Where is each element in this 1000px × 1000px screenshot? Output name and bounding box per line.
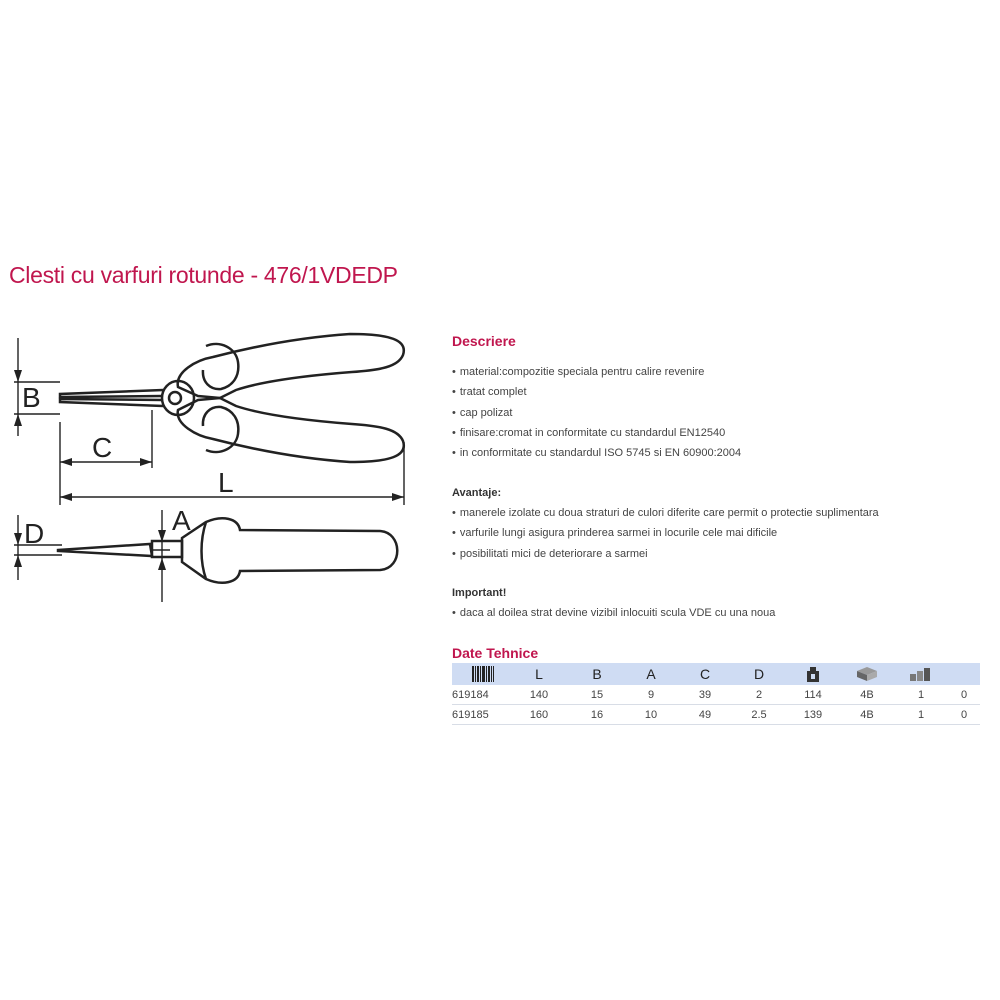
description-item: • material:compozitie speciala pentru calire revenire bbox=[452, 362, 741, 382]
dimension-label-d: D bbox=[24, 518, 45, 549]
lower-handle-grip bbox=[203, 407, 238, 452]
dimension-label-a: A bbox=[172, 505, 191, 536]
cell-package: 4B bbox=[840, 705, 894, 725]
cell-b: 16 bbox=[570, 705, 624, 725]
cell-code: 619184 bbox=[452, 685, 508, 705]
cell-l: 140 bbox=[508, 685, 570, 705]
cell-a: 9 bbox=[624, 685, 678, 705]
table-row bbox=[452, 705, 980, 725]
technical-heading: Date Tehnice bbox=[452, 645, 539, 661]
cell-pack-quantity: 1 bbox=[894, 685, 948, 705]
cell-c: 49 bbox=[678, 705, 732, 725]
barcode-icon bbox=[472, 666, 494, 682]
column-pack-quantity bbox=[894, 663, 948, 685]
column-empty bbox=[948, 663, 980, 685]
column-c: C bbox=[678, 663, 732, 685]
description-item: • tratat complet bbox=[452, 382, 741, 402]
advantages-list bbox=[452, 503, 879, 564]
cell-b: 15 bbox=[570, 685, 624, 705]
cell-d: 2 bbox=[732, 685, 786, 705]
important-list bbox=[452, 603, 775, 623]
description-item: • finisare:cromat in conformitate cu standardul EN12540 bbox=[452, 423, 741, 443]
side-view-head bbox=[152, 541, 182, 557]
cell-weight: 114 bbox=[786, 685, 840, 705]
upper-jaw bbox=[60, 390, 163, 397]
table-header-row bbox=[452, 663, 980, 685]
page-title: Clesti cu varfuri rotunde - 476/1VDEDP bbox=[9, 262, 398, 288]
weight-icon bbox=[806, 666, 820, 682]
advantages-item: • manerele izolate cu doua straturi de culori diferite care permit o protectie suplimentara bbox=[452, 503, 879, 523]
lower-jaw bbox=[60, 399, 163, 406]
column-barcode bbox=[452, 663, 508, 685]
advantages-item: • varfurile lungi asigura prinderea sarmei in locurile cele mai dificile bbox=[452, 523, 879, 543]
cell-pack-quantity: 1 bbox=[894, 705, 948, 725]
advantages-heading: Avantaje: bbox=[452, 487, 502, 499]
description-list bbox=[452, 362, 741, 463]
side-view-grip bbox=[202, 522, 207, 579]
pliers-technical-drawing bbox=[0, 310, 440, 620]
table-row bbox=[452, 685, 980, 705]
column-l: L bbox=[508, 663, 570, 685]
pack-quantity-icon bbox=[909, 666, 933, 682]
pivot-rivet bbox=[169, 392, 181, 404]
advantages-item: • posibilitati mici de deteriorare a sarmei bbox=[452, 544, 879, 564]
cell-weight: 139 bbox=[786, 705, 840, 725]
dimension-label-b: B bbox=[22, 382, 41, 413]
cell-code: 619185 bbox=[452, 705, 508, 725]
description-heading: Descriere bbox=[452, 333, 516, 349]
important-heading: Important! bbox=[452, 587, 507, 599]
column-weight bbox=[786, 663, 840, 685]
description-item: • cap polizat bbox=[452, 403, 741, 423]
dimension-label-l: L bbox=[218, 467, 234, 498]
cell-l: 160 bbox=[508, 705, 570, 725]
cell-package: 4B bbox=[840, 685, 894, 705]
dimension-label-c: C bbox=[92, 432, 113, 463]
cell-c: 39 bbox=[678, 685, 732, 705]
cell-extra: 0 bbox=[948, 705, 980, 725]
side-view-jaw bbox=[58, 544, 152, 556]
package-icon bbox=[856, 666, 878, 682]
column-b: B bbox=[570, 663, 624, 685]
column-a: A bbox=[624, 663, 678, 685]
cell-a: 10 bbox=[624, 705, 678, 725]
cell-d: 2.5 bbox=[732, 705, 786, 725]
side-view-handle bbox=[182, 518, 397, 582]
important-item: • daca al doilea strat devine vizibil inlocuiti scula VDE cu una noua bbox=[452, 603, 775, 623]
cell-extra: 0 bbox=[948, 685, 980, 705]
column-d: D bbox=[732, 663, 786, 685]
column-package bbox=[840, 663, 894, 685]
upper-handle-grip bbox=[203, 344, 238, 389]
description-item: • in conformitate cu standardul ISO 5745 si EN 60900:2004 bbox=[452, 443, 741, 463]
technical-table bbox=[452, 663, 980, 725]
